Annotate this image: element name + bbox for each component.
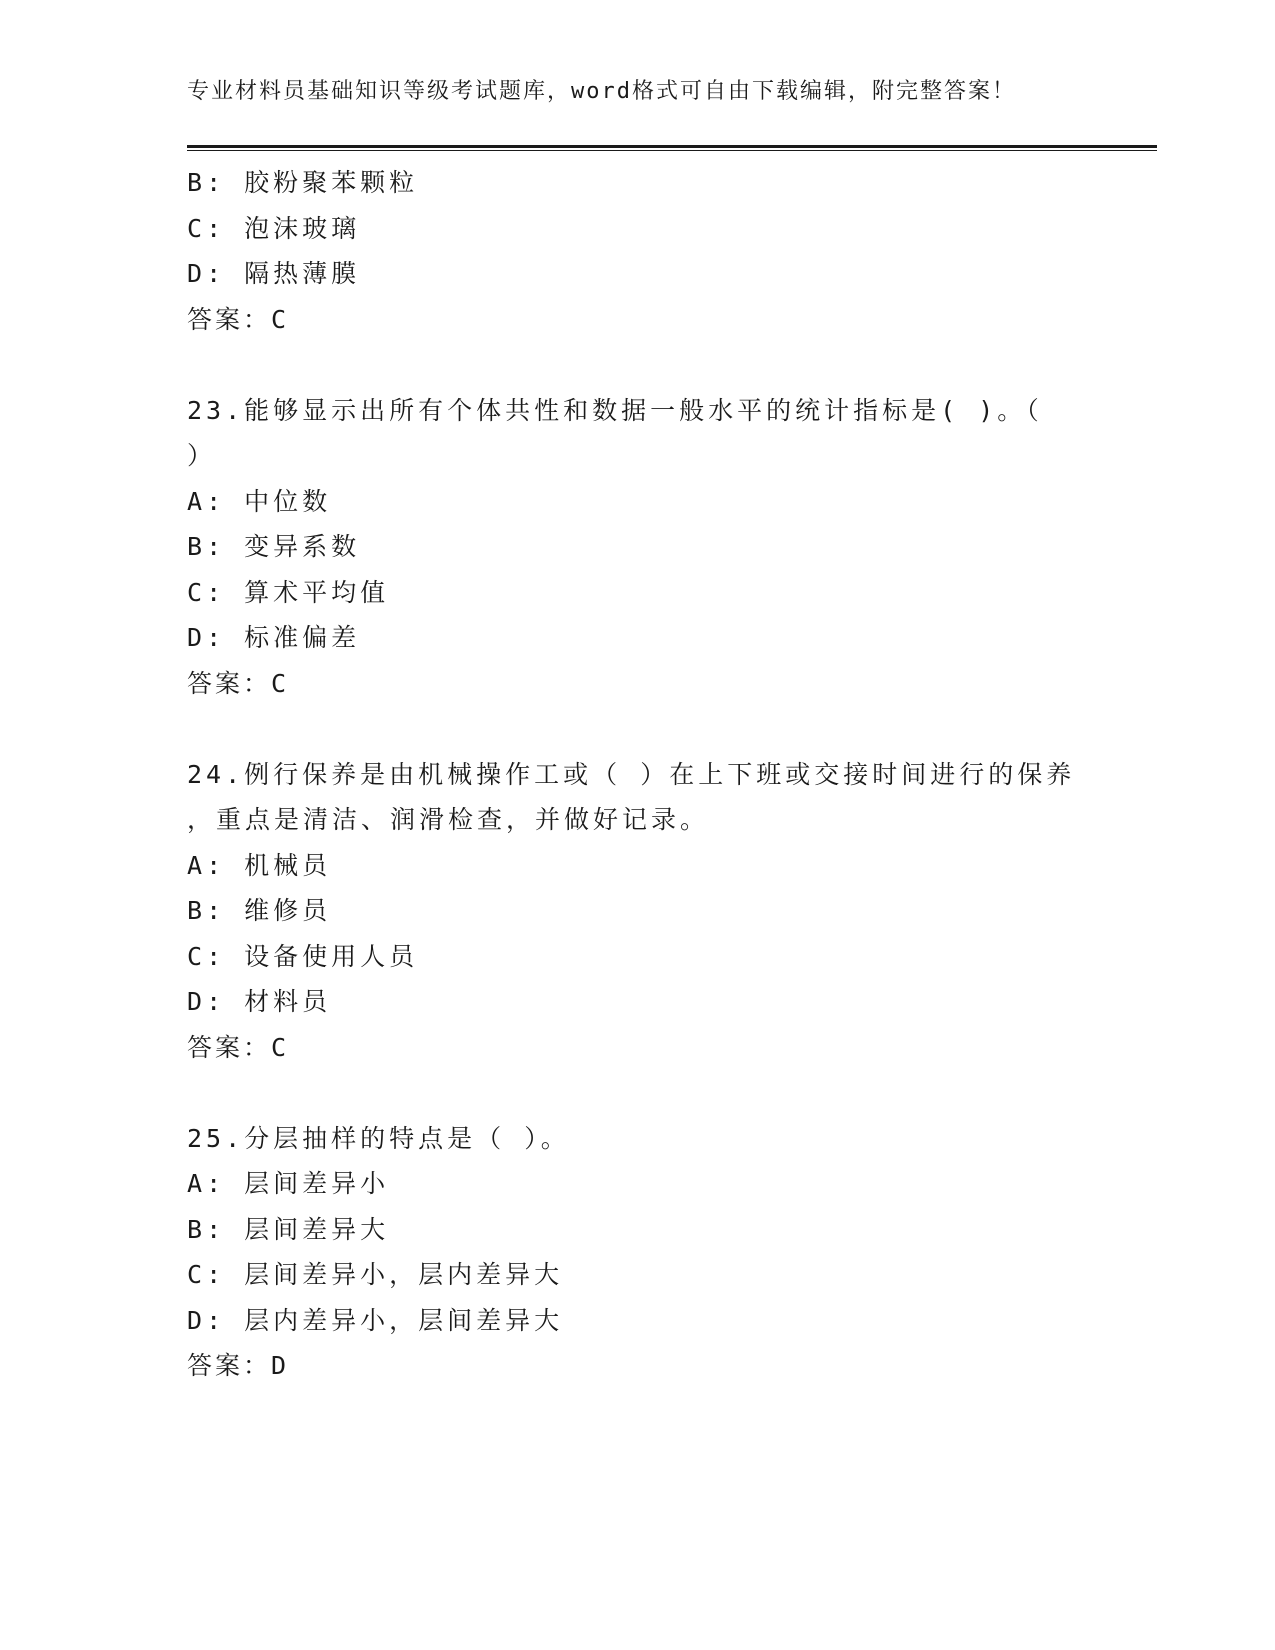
answer-line: 答案：C [187, 668, 290, 698]
option-c: C: 设备使用人员 [187, 941, 419, 971]
option-d: D: 层内差异小，层间差异大 [187, 1305, 564, 1335]
option-b: B: 层间差异大 [187, 1214, 390, 1244]
question-stem-line: ） [187, 441, 217, 470]
page-header: 专业材料员基础知识等级考试题库，word格式可自由下载编辑，附完整答案！ [187, 79, 1016, 104]
prev-question-block [187, 160, 1087, 342]
answer-line: 答案：D [187, 1351, 290, 1380]
question-24-block [187, 752, 1087, 1071]
option-b: B: 维修员 [187, 896, 332, 925]
option-a: A: 层间差异小 [187, 1169, 390, 1198]
option-c: C: 层间差异小，层内差异大 [187, 1260, 564, 1289]
question-stem-line: 25.分层抽样的特点是（ ）。 [187, 1123, 570, 1153]
option-a: A: 中位数 [187, 486, 332, 516]
option-c: C: 算术平均值 [187, 577, 390, 607]
question-stem-line: 24.例行保养是由机械操作工或（ ）在上下班或交接时间进行的保养 [187, 759, 1076, 789]
question-list [187, 160, 1087, 1389]
answer-line: 答案：C [187, 1032, 290, 1062]
answer-line: 答案：C [187, 304, 290, 334]
header-rule-thick [187, 145, 1157, 148]
question-stem-line: ，重点是清洁、润滑检查，并做好记录。 [187, 805, 710, 834]
question-stem-line: 23.能够显示出所有个体共性和数据一般水平的统计指标是( )。（ [187, 395, 1043, 425]
option-d: D: 标准偏差 [187, 623, 361, 652]
option-d: D: 隔热薄膜 [187, 259, 361, 288]
header-rule-thin [187, 150, 1157, 151]
option-b: B: 变异系数 [187, 532, 361, 561]
question-25-block [187, 1116, 1087, 1389]
question-23-block [187, 388, 1087, 707]
option-a: A: 机械员 [187, 850, 332, 880]
option-d: D: 材料员 [187, 987, 332, 1016]
option-b: B: 胶粉聚苯颗粒 [187, 168, 419, 197]
option-c: C: 泡沫玻璃 [187, 213, 361, 243]
